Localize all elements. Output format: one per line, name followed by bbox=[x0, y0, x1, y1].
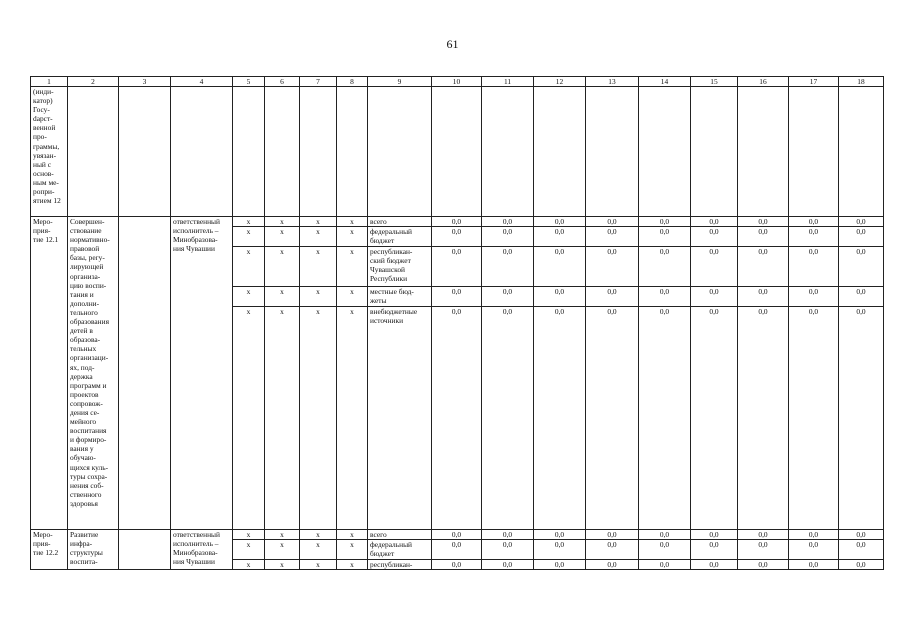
column-number: 3 bbox=[119, 77, 171, 87]
column-number: 1 bbox=[31, 77, 68, 87]
amount-cell: 0,0 bbox=[432, 560, 482, 570]
column-number: 11 bbox=[482, 77, 534, 87]
funding-source: местные бюд- жеты bbox=[368, 287, 432, 307]
column-number: 7 bbox=[300, 77, 337, 87]
column-number: 6 bbox=[265, 77, 300, 87]
amount-cell: 0,0 bbox=[839, 247, 884, 287]
code-mark: x bbox=[300, 307, 337, 530]
column-number: 16 bbox=[738, 77, 789, 87]
code-mark: x bbox=[337, 217, 368, 227]
column-number: 14 bbox=[639, 77, 691, 87]
amount-cell: 0,0 bbox=[691, 217, 738, 227]
amount-cell: 0,0 bbox=[534, 227, 586, 247]
code-mark: x bbox=[265, 247, 300, 287]
amount-cell: 0,0 bbox=[691, 307, 738, 530]
code-mark: x bbox=[265, 227, 300, 247]
amount-cell: 0,0 bbox=[639, 227, 691, 247]
column-number: 10 bbox=[432, 77, 482, 87]
amount-cell: 0,0 bbox=[482, 560, 534, 570]
amount-cell: 0,0 bbox=[839, 560, 884, 570]
funding-source: внебюджетные источники bbox=[368, 307, 432, 530]
amount-cell: 0,0 bbox=[639, 217, 691, 227]
amount-cell: 0,0 bbox=[691, 560, 738, 570]
code-mark: x bbox=[233, 307, 265, 530]
amount-cell: 0,0 bbox=[482, 287, 534, 307]
amount-cell: 0,0 bbox=[691, 247, 738, 287]
amount-cell: 0,0 bbox=[432, 540, 482, 560]
amount-cell: 0,0 bbox=[691, 227, 738, 247]
code-mark: x bbox=[265, 540, 300, 560]
amount-cell: 0,0 bbox=[639, 540, 691, 560]
participant: ответственный исполнитель – Минобразова- ния Чувашии bbox=[171, 530, 233, 570]
code-mark: x bbox=[337, 307, 368, 530]
funding-source: всего bbox=[368, 530, 432, 540]
amount-cell: 0,0 bbox=[482, 227, 534, 247]
column-number: 8 bbox=[337, 77, 368, 87]
code-mark: x bbox=[337, 560, 368, 570]
code-mark: x bbox=[233, 247, 265, 287]
amount-cell: 0,0 bbox=[738, 530, 789, 540]
amount-cell: 0,0 bbox=[738, 287, 789, 307]
indicator-text: (инди- катор) Госу- dарст- венной про- граммы, увязан- ный с основ- ным ме- ропри- ятием 12 bbox=[31, 87, 68, 217]
code-mark: x bbox=[300, 540, 337, 560]
code-mark: x bbox=[300, 217, 337, 227]
funding-source: всего bbox=[368, 217, 432, 227]
funding-row bbox=[31, 217, 884, 227]
amount-cell: 0,0 bbox=[639, 247, 691, 287]
amount-cell: 0,0 bbox=[586, 540, 639, 560]
amount-cell: 0,0 bbox=[534, 307, 586, 530]
amount-cell: 0,0 bbox=[432, 247, 482, 287]
code-mark: x bbox=[337, 247, 368, 287]
page-number: 61 bbox=[446, 37, 459, 51]
column-number-row bbox=[31, 77, 884, 87]
amount-cell: 0,0 bbox=[789, 540, 839, 560]
amount-cell: 0,0 bbox=[586, 217, 639, 227]
code-mark: x bbox=[233, 287, 265, 307]
amount-cell: 0,0 bbox=[639, 530, 691, 540]
code-mark: x bbox=[265, 530, 300, 540]
empty-cell bbox=[119, 530, 171, 570]
column-number: 13 bbox=[586, 77, 639, 87]
amount-cell: 0,0 bbox=[534, 217, 586, 227]
amount-cell: 0,0 bbox=[586, 227, 639, 247]
amount-cell: 0,0 bbox=[639, 287, 691, 307]
funding-row bbox=[31, 530, 884, 540]
amount-cell: 0,0 bbox=[839, 530, 884, 540]
funding-source: республикан- bbox=[368, 560, 432, 570]
amount-cell: 0,0 bbox=[789, 217, 839, 227]
amount-cell: 0,0 bbox=[586, 560, 639, 570]
amount-cell: 0,0 bbox=[534, 560, 586, 570]
amount-cell: 0,0 bbox=[839, 287, 884, 307]
amount-cell: 0,0 bbox=[839, 307, 884, 530]
amount-cell: 0,0 bbox=[789, 247, 839, 287]
amount-cell: 0,0 bbox=[482, 217, 534, 227]
column-number: 2 bbox=[68, 77, 119, 87]
amount-cell: 0,0 bbox=[691, 540, 738, 560]
funding-source: федеральный бюджет bbox=[368, 227, 432, 247]
column-number: 18 bbox=[839, 77, 884, 87]
amount-cell: 0,0 bbox=[534, 540, 586, 560]
code-mark: x bbox=[300, 227, 337, 247]
amount-cell: 0,0 bbox=[482, 530, 534, 540]
column-number: 4 bbox=[171, 77, 233, 87]
amount-cell: 0,0 bbox=[839, 540, 884, 560]
column-number: 15 bbox=[691, 77, 738, 87]
code-mark: x bbox=[233, 227, 265, 247]
code-mark: x bbox=[337, 540, 368, 560]
amount-cell: 0,0 bbox=[839, 227, 884, 247]
amount-cell: 0,0 bbox=[586, 307, 639, 530]
amount-cell: 0,0 bbox=[586, 287, 639, 307]
budget-table bbox=[30, 76, 884, 570]
amount-cell: 0,0 bbox=[789, 530, 839, 540]
amount-cell: 0,0 bbox=[586, 247, 639, 287]
column-number: 17 bbox=[789, 77, 839, 87]
code-mark: x bbox=[337, 530, 368, 540]
participant: ответственный исполнитель – Минобразова- ния Чувашии bbox=[171, 217, 233, 530]
amount-cell: 0,0 bbox=[738, 307, 789, 530]
column-number: 12 bbox=[534, 77, 586, 87]
measure-code: Меро- прия- тие 12.2 bbox=[31, 530, 68, 570]
amount-cell: 0,0 bbox=[432, 530, 482, 540]
amount-cell: 0,0 bbox=[738, 540, 789, 560]
code-mark: x bbox=[233, 540, 265, 560]
code-mark: x bbox=[265, 307, 300, 530]
amount-cell: 0,0 bbox=[482, 247, 534, 287]
amount-cell: 0,0 bbox=[789, 227, 839, 247]
funding-source: республикан- ский бюджет Чувашской Республики bbox=[368, 247, 432, 287]
amount-cell: 0,0 bbox=[738, 560, 789, 570]
code-mark: x bbox=[233, 217, 265, 227]
code-mark: x bbox=[265, 287, 300, 307]
measure-name: Совершен- ствование нормативно- правовой базы, регу- лирующей организа- цию воспи- тания и дополни- тельного образования детей в образова- тельных организаци- ях, под- держка программ и проектов сопровож- дения се- мейного воспитания и формиро- вания у обучаю- щихся куль- туры сохра- нения соб- ственного здоровья bbox=[68, 217, 119, 530]
code-mark: x bbox=[265, 217, 300, 227]
amount-cell: 0,0 bbox=[534, 247, 586, 287]
code-mark: x bbox=[233, 560, 265, 570]
measure-name: Развитие инфра- структуры воспита- bbox=[68, 530, 119, 570]
code-mark: x bbox=[300, 247, 337, 287]
amount-cell: 0,0 bbox=[691, 287, 738, 307]
column-number: 9 bbox=[368, 77, 432, 87]
amount-cell: 0,0 bbox=[586, 530, 639, 540]
amount-cell: 0,0 bbox=[789, 560, 839, 570]
amount-cell: 0,0 bbox=[839, 217, 884, 227]
column-number: 5 bbox=[233, 77, 265, 87]
measure-code: Меро- прия- тие 12.1 bbox=[31, 217, 68, 530]
amount-cell: 0,0 bbox=[482, 307, 534, 530]
funding-source: федеральный бюджет bbox=[368, 540, 432, 560]
amount-cell: 0,0 bbox=[432, 227, 482, 247]
amount-cell: 0,0 bbox=[789, 287, 839, 307]
amount-cell: 0,0 bbox=[534, 287, 586, 307]
amount-cell: 0,0 bbox=[639, 307, 691, 530]
code-mark: x bbox=[300, 287, 337, 307]
amount-cell: 0,0 bbox=[432, 287, 482, 307]
amount-cell: 0,0 bbox=[691, 530, 738, 540]
code-mark: x bbox=[300, 560, 337, 570]
code-mark: x bbox=[300, 530, 337, 540]
empty-cell bbox=[119, 217, 171, 530]
continuation-row bbox=[31, 87, 884, 217]
amount-cell: 0,0 bbox=[738, 227, 789, 247]
amount-cell: 0,0 bbox=[432, 307, 482, 530]
code-mark: x bbox=[337, 227, 368, 247]
code-mark: x bbox=[233, 530, 265, 540]
amount-cell: 0,0 bbox=[482, 540, 534, 560]
code-mark: x bbox=[337, 287, 368, 307]
amount-cell: 0,0 bbox=[639, 560, 691, 570]
amount-cell: 0,0 bbox=[738, 247, 789, 287]
amount-cell: 0,0 bbox=[738, 217, 789, 227]
amount-cell: 0,0 bbox=[789, 307, 839, 530]
amount-cell: 0,0 bbox=[534, 530, 586, 540]
amount-cell: 0,0 bbox=[432, 217, 482, 227]
code-mark: x bbox=[265, 560, 300, 570]
